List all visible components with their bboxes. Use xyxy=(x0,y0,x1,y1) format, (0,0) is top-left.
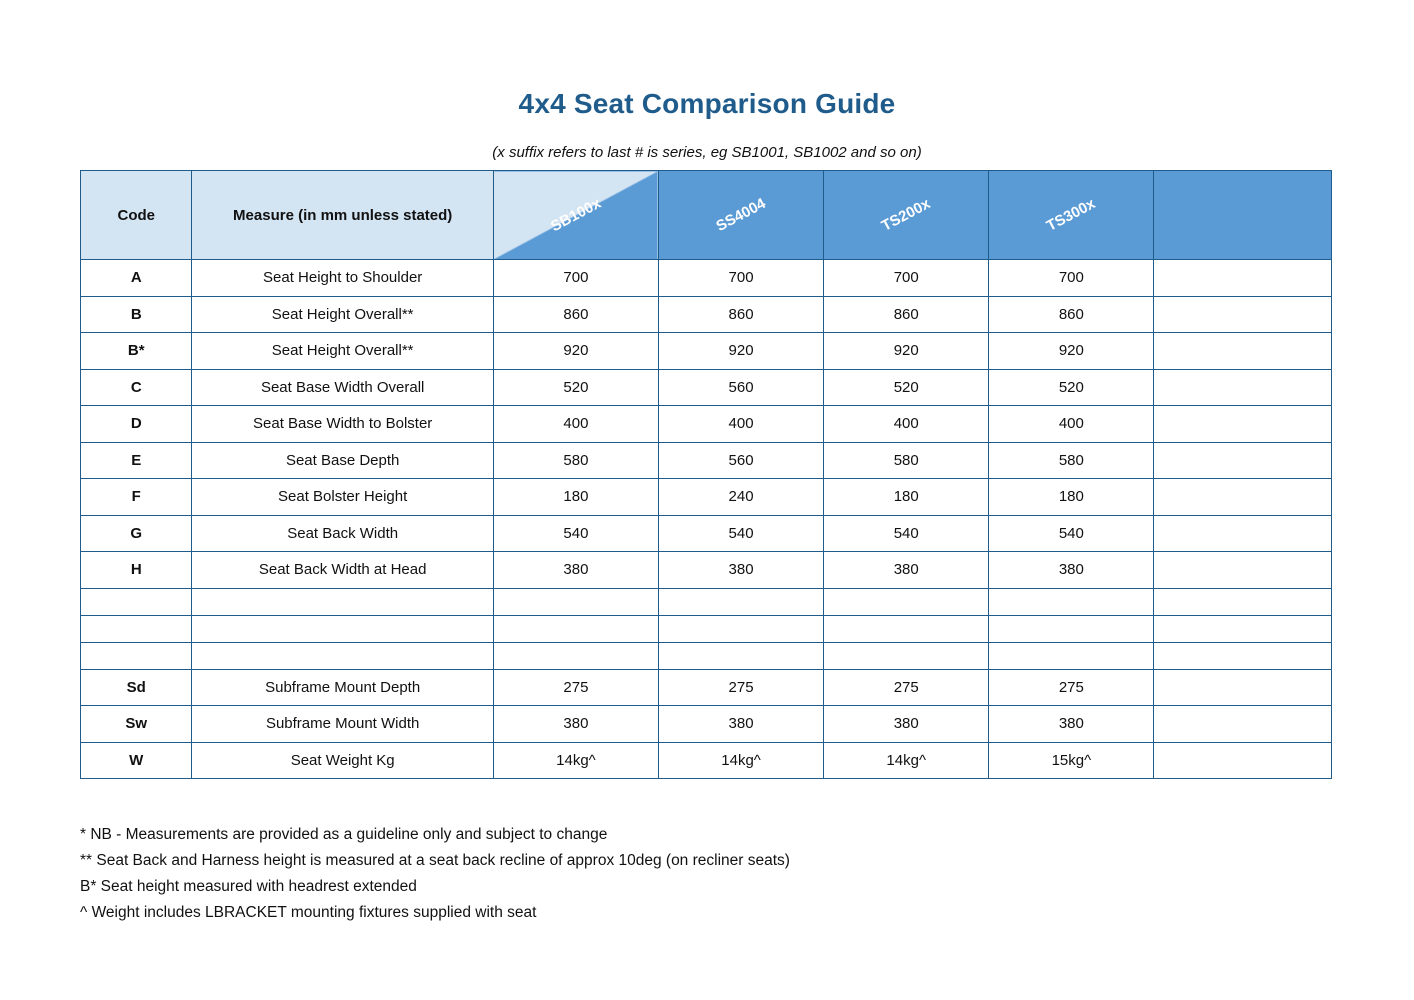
row-value-ts200x: 380 xyxy=(824,706,989,743)
row-value-empty xyxy=(1154,588,1332,615)
row-value-sb100x: 380 xyxy=(493,552,658,589)
row-value-ts300x: 860 xyxy=(989,296,1154,333)
row-measure: Seat Height Overall** xyxy=(192,333,493,370)
row-value-ts300x: 700 xyxy=(989,260,1154,297)
row-value-ss4004: 860 xyxy=(659,296,824,333)
row-code: G xyxy=(81,515,192,552)
row-value-ts300x: 520 xyxy=(989,369,1154,406)
header-model-label: SS4004 xyxy=(713,194,769,236)
row-value-ss4004: 380 xyxy=(659,706,824,743)
row-value-ts300x: 180 xyxy=(989,479,1154,516)
table-row xyxy=(81,479,1332,516)
page-title: 4x4 Seat Comparison Guide xyxy=(518,88,896,119)
row-value-sb100x: 540 xyxy=(493,515,658,552)
row-code: F xyxy=(81,479,192,516)
row-value-sb100x: 400 xyxy=(493,406,658,443)
row-value-ts300x xyxy=(989,615,1154,642)
header-model-ts200x xyxy=(824,171,989,260)
row-code xyxy=(81,615,192,642)
row-value-sb100x: 380 xyxy=(493,706,658,743)
table-row xyxy=(81,669,1332,706)
footnote-headrest: B* Seat height measured with headrest extended xyxy=(80,878,417,895)
row-value-ts200x: 14kg^ xyxy=(824,742,989,779)
row-code: A xyxy=(81,260,192,297)
row-value-ts300x: 580 xyxy=(989,442,1154,479)
header-model-ts300x xyxy=(989,171,1154,260)
row-value-empty xyxy=(1154,706,1332,743)
header-measure: Measure (in mm unless stated) xyxy=(192,171,493,260)
row-measure: Seat Base Width to Bolster xyxy=(192,406,493,443)
row-value-ts200x: 700 xyxy=(824,260,989,297)
row-value-ts200x: 520 xyxy=(824,369,989,406)
header-model-ss4004 xyxy=(659,171,824,260)
row-value-ts200x: 275 xyxy=(824,669,989,706)
row-code: D xyxy=(81,406,192,443)
table-row xyxy=(81,260,1332,297)
row-value-ts300x: 400 xyxy=(989,406,1154,443)
row-value-ts200x xyxy=(824,615,989,642)
row-value-ss4004: 540 xyxy=(659,515,824,552)
row-value-empty xyxy=(1154,615,1332,642)
row-value-ts300x: 15kg^ xyxy=(989,742,1154,779)
row-value-sb100x xyxy=(493,615,658,642)
row-measure xyxy=(192,642,493,669)
row-value-empty xyxy=(1154,479,1332,516)
row-value-sb100x xyxy=(493,642,658,669)
footnote-recline: ** Seat Back and Harness height is measured at a seat back recline of approx 10deg (on recliner seats) xyxy=(80,852,790,869)
row-value-empty xyxy=(1154,642,1332,669)
row-measure: Seat Bolster Height xyxy=(192,479,493,516)
row-value-sb100x: 920 xyxy=(493,333,658,370)
row-code xyxy=(81,642,192,669)
row-value-empty xyxy=(1154,742,1332,779)
row-code xyxy=(81,588,192,615)
row-value-ts300x: 380 xyxy=(989,706,1154,743)
footnotes xyxy=(80,822,1340,926)
footnote-measurements: * NB - Measurements are provided as a guideline only and subject to change xyxy=(80,826,608,843)
row-value-ss4004: 400 xyxy=(659,406,824,443)
row-value-empty xyxy=(1154,669,1332,706)
row-code: Sw xyxy=(81,706,192,743)
table-row xyxy=(81,333,1332,370)
table-row xyxy=(81,706,1332,743)
row-measure: Subframe Mount Depth xyxy=(192,669,493,706)
row-value-ts200x: 400 xyxy=(824,406,989,443)
row-measure: Seat Base Width Overall xyxy=(192,369,493,406)
row-value-ss4004 xyxy=(659,642,824,669)
row-measure: Seat Base Depth xyxy=(192,442,493,479)
row-value-empty xyxy=(1154,369,1332,406)
row-value-ts300x: 380 xyxy=(989,552,1154,589)
row-value-ts200x: 860 xyxy=(824,296,989,333)
row-value-ss4004: 700 xyxy=(659,260,824,297)
row-value-ss4004: 560 xyxy=(659,369,824,406)
row-value-ss4004: 380 xyxy=(659,552,824,589)
row-value-ss4004: 240 xyxy=(659,479,824,516)
row-value-ss4004: 275 xyxy=(659,669,824,706)
row-value-ts300x: 920 xyxy=(989,333,1154,370)
header-model-label: SB100x xyxy=(547,194,604,236)
row-measure xyxy=(192,615,493,642)
row-code: B xyxy=(81,296,192,333)
row-value-ts200x xyxy=(824,642,989,669)
table-row xyxy=(81,552,1332,589)
table-row-empty xyxy=(81,615,1332,642)
row-code: W xyxy=(81,742,192,779)
table-row xyxy=(81,296,1332,333)
row-value-ss4004 xyxy=(659,615,824,642)
row-code: E xyxy=(81,442,192,479)
row-value-sb100x: 700 xyxy=(493,260,658,297)
header-empty-column xyxy=(1154,171,1332,260)
header-code: Code xyxy=(81,171,192,260)
header-model-sb100x xyxy=(493,171,658,260)
row-value-empty xyxy=(1154,333,1332,370)
page-subtitle: (x suffix refers to last # is series, eg SB1001, SB1002 and so on) xyxy=(492,144,922,161)
row-value-ss4004: 560 xyxy=(659,442,824,479)
comparison-table-container xyxy=(80,170,1332,779)
row-value-ts200x xyxy=(824,588,989,615)
row-value-ts300x xyxy=(989,642,1154,669)
row-value-ts200x: 380 xyxy=(824,552,989,589)
row-code: Sd xyxy=(81,669,192,706)
table-row-empty xyxy=(81,588,1332,615)
row-value-sb100x: 180 xyxy=(493,479,658,516)
row-measure: Subframe Mount Width xyxy=(192,706,493,743)
row-code: H xyxy=(81,552,192,589)
row-value-sb100x: 860 xyxy=(493,296,658,333)
header-model-label: TS300x xyxy=(1044,195,1099,235)
row-value-empty xyxy=(1154,442,1332,479)
seat-comparison-table xyxy=(80,170,1332,779)
table-row xyxy=(81,442,1332,479)
footnote-weight: ^ Weight includes LBRACKET mounting fixtures supplied with seat xyxy=(80,904,537,921)
row-value-sb100x xyxy=(493,588,658,615)
row-value-sb100x: 580 xyxy=(493,442,658,479)
row-measure xyxy=(192,588,493,615)
table-row-empty xyxy=(81,642,1332,669)
table-row xyxy=(81,369,1332,406)
row-value-ts200x: 580 xyxy=(824,442,989,479)
row-measure: Seat Height Overall** xyxy=(192,296,493,333)
header-model-label: TS200x xyxy=(879,195,934,235)
table-row xyxy=(81,742,1332,779)
row-value-empty xyxy=(1154,552,1332,589)
row-value-empty xyxy=(1154,515,1332,552)
row-measure: Seat Height to Shoulder xyxy=(192,260,493,297)
row-value-ts200x: 180 xyxy=(824,479,989,516)
row-value-ss4004 xyxy=(659,588,824,615)
row-value-empty xyxy=(1154,296,1332,333)
row-value-ts200x: 540 xyxy=(824,515,989,552)
row-value-sb100x: 275 xyxy=(493,669,658,706)
row-value-ts300x: 540 xyxy=(989,515,1154,552)
table-row xyxy=(81,406,1332,443)
row-measure: Seat Back Width at Head xyxy=(192,552,493,589)
table-row xyxy=(81,515,1332,552)
row-measure: Seat Weight Kg xyxy=(192,742,493,779)
row-value-ts200x: 920 xyxy=(824,333,989,370)
row-value-ss4004: 14kg^ xyxy=(659,742,824,779)
row-value-empty xyxy=(1154,406,1332,443)
row-measure: Seat Back Width xyxy=(192,515,493,552)
table-header-row xyxy=(81,171,1332,260)
row-value-sb100x: 14kg^ xyxy=(493,742,658,779)
row-value-ts300x xyxy=(989,588,1154,615)
row-value-ts300x: 275 xyxy=(989,669,1154,706)
row-code: B* xyxy=(81,333,192,370)
row-value-sb100x: 520 xyxy=(493,369,658,406)
row-value-ss4004: 920 xyxy=(659,333,824,370)
row-value-empty xyxy=(1154,260,1332,297)
row-code: C xyxy=(81,369,192,406)
